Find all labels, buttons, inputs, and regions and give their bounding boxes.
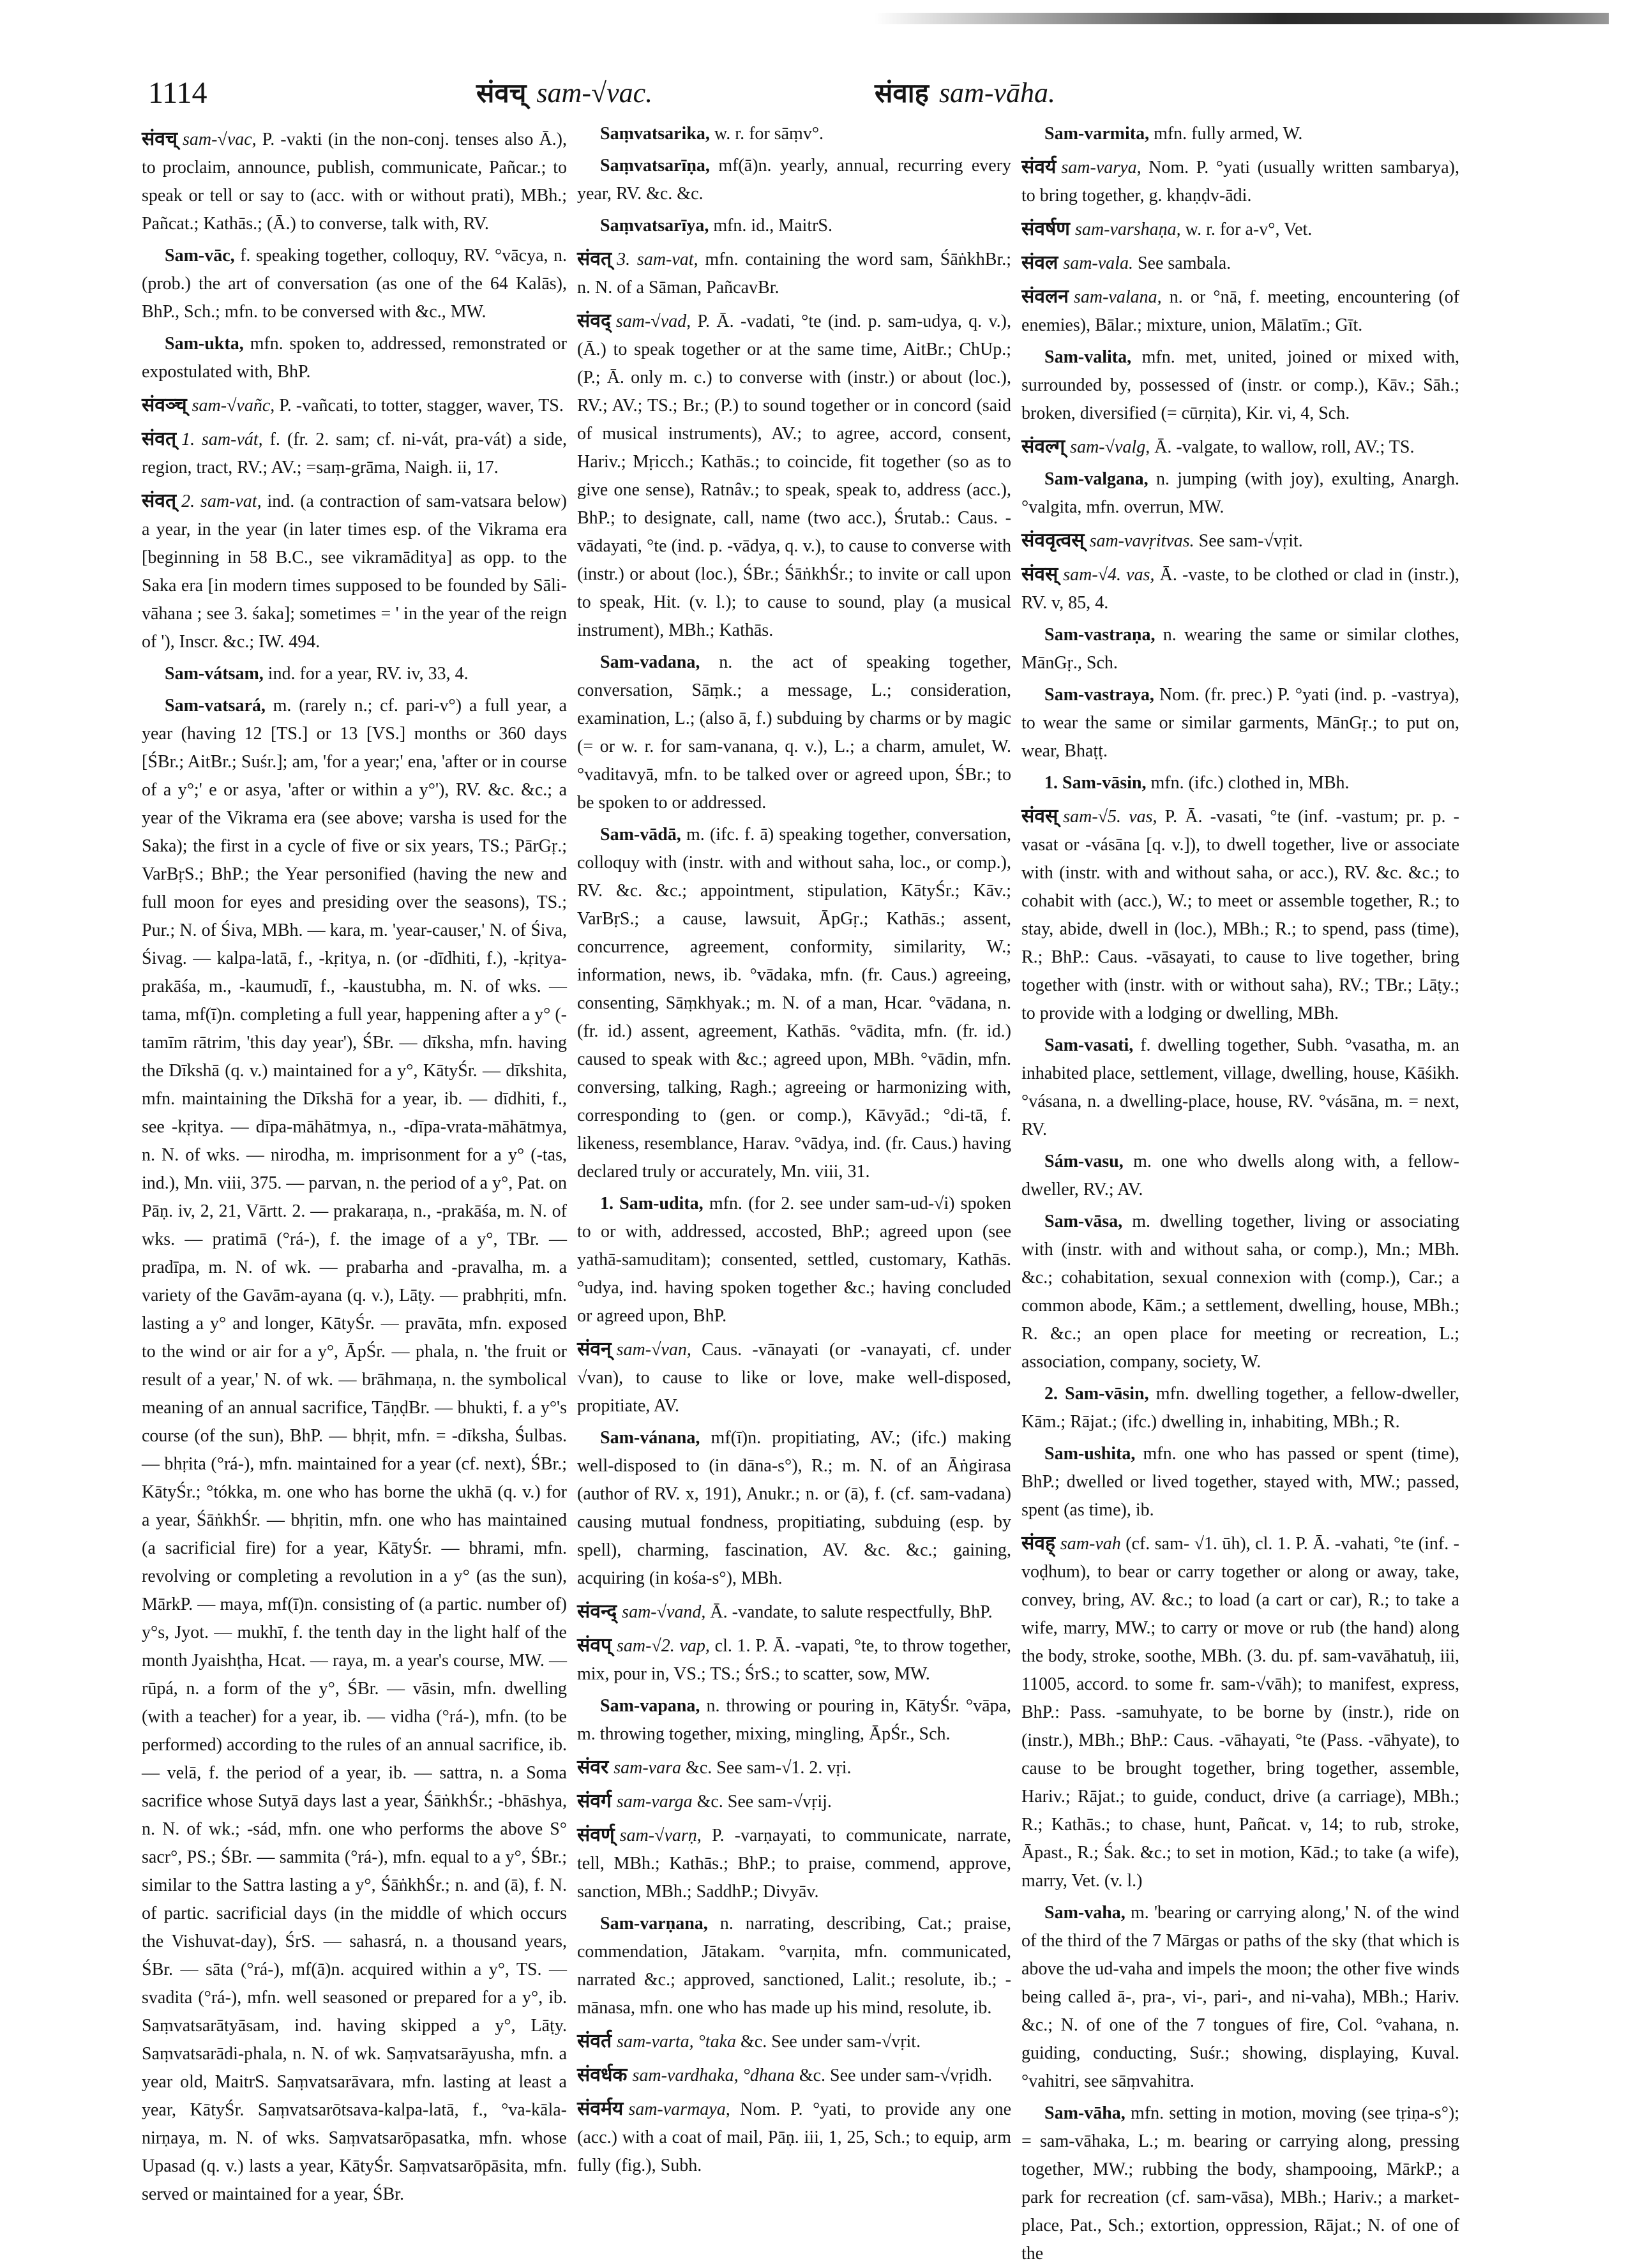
entry-definition: f. speaking together, colloquy, RV. °vācya, n. (prob.) the art of conversation (as one of the 64 Kalās), BhP., Sch.; mfn. to be conversed with &c., MW. [142,246,567,322]
entry-headword-translit: sam-√vad, [615,312,691,331]
entry-definition: mfn. one who has passed or spent (time), BhP.; dwelled or lived together, stayed with, MW.; passed, spent (as time), ib. [1021,1444,1459,1520]
entry-headword-devanagari: संवर्ग [577,1790,612,1812]
entry-definition: See sam-√vṛit. [1194,531,1303,551]
subentry-headword: Sam-varmita, [1044,124,1150,144]
main-entry [577,245,1011,302]
entry-headword-devanagari: संवह् [1021,1532,1055,1554]
entry-headword-translit: sam-varshaṇa, [1075,220,1181,239]
entry-headword-devanagari: संवर्षण [1021,218,1070,240]
entry-definition: mf(ī)n. propitiating, AV.; (ifc.) making well-disposed to (in dāna-s°), R.; m. N. of an Āṅgirasa (author of RV. x, 191), Anukr.; n. or (ā), f. (cf. sam-vadana) causing mutual fondness, propitiating, subduing (esp. by spell), charming, fascination, AV. &c. &c.; gaining, acquiring (in kośa-s°), MBh. [577,1428,1011,1588]
entry-headword-devanagari: संवप् [577,1634,612,1656]
left-running-headword-devanagari: संवच् [476,77,527,109]
entry-headword-translit: sam-√vañc, [192,396,275,416]
right-running-headword [875,74,1055,110]
left-running-headword [476,74,652,110]
entry-definition: n. jumping (with joy), exulting, Anargh. °valgita, mfn. overrun, MW. [1021,469,1459,517]
main-entry [1021,560,1459,617]
entry-headword-translit: sam-varta, °taka [617,2032,737,2052]
subentry-headword: Sam-ushita, [1044,1444,1136,1464]
main-entry [142,391,567,420]
main-entry [1021,1529,1459,1895]
sub-entry [1021,2099,1459,2268]
entry-headword-translit: 3. sam-vat, [617,250,698,269]
entry-headword-translit: sam-vala. [1063,253,1133,273]
main-entry [577,2061,1011,2090]
subentry-headword: Sam-vastraṇa, [1044,625,1156,645]
subentry-headword: Saṃvatsarika, [600,124,710,144]
sub-entry [1021,465,1459,522]
entry-headword-translit: sam-√vac, [183,130,257,149]
subentry-headword: Sam-vátsam, [165,664,264,684]
subentry-headword: 1. Sam-vāsin, [1044,773,1147,793]
entry-definition: mfn. fully armed, W. [1149,124,1303,144]
entry-definition: P. -varṇayati, to communicate, narrate, tell, MBh.; Kathās.; BhP.; to praise, commend, approve, sanction, MBh.; SaddhP.; Divyāv. [577,1826,1011,1902]
entry-headword-devanagari: संवर्मय [577,2098,624,2120]
sub-entry [577,1910,1011,2022]
sub-entry [1021,120,1459,148]
entry-definition: mfn. id., MaitrS. [709,216,832,236]
entry-headword-devanagari: संवल्ग् [1021,435,1065,458]
entry-headword-translit: sam-√2. vap, [617,1636,710,1656]
entry-definition: &c. See under sam-√vṛidh. [794,2066,993,2085]
entry-headword-translit: sam-√4. vas, [1063,565,1155,585]
sub-entry [577,1692,1011,1748]
entry-definition: P. -vañcati, to totter, stagger, waver, TS. [275,396,564,416]
subentry-headword: Saṃvatsarīya, [600,216,709,236]
entry-definition: n. narrating, describing, Cat.; praise, commendation, Jātakam. °varṇita, mfn. communicated, narrated &c.; approved, sanctioned, Lalit.; resolute, ib.; -mānasa, mfn. one who has made up his mind, resolute, ib. [577,1914,1011,2018]
entry-headword-devanagari: संवर [577,1756,609,1778]
subentry-headword: Sam-vāha, [1044,2103,1125,2123]
sub-entry [1021,681,1459,765]
subentry-headword: 1. Sam-udita, [600,1194,704,1213]
entry-definition: m. (ifc. f. ā) speaking together, conversation, colloquy with (instr. with and without saha, loc., or comp.), RV. &c. &c.; appointment, stipulation, KātyŚr.; Kāv.; VarBṛS.; a cause, lawsuit, ĀpGṛ.; Kathās.; assent, concurrence, agreement, conformity, similarity, W.; information, news, ib. °vādaka, mfn. (fr. Caus.) agreeing, consenting, Sāṃkhyak.; m. N. of a man, Hcar. °vādana, n. (fr. id.) assent, agreement, Kathās. °vādita, mfn. (fr. id.) caused to speak with &c.; agreed upon, MBh. °vādin, mfn. conversing, talking, Ragh.; agreeing or harmonizing with, corresponding to (gen. or comp.), Kāvyād.; °di-tā, f. likeness, resemblance, Harav. °vādya, ind. (fr. Caus.) having declared truly or accurately, Mn. viii, 31. [577,825,1011,1182]
sub-entry [142,330,567,386]
entry-definition: w. r. for a-v°, Vet. [1180,220,1313,239]
entry-headword-devanagari: संवल [1021,252,1058,274]
entry-headword-translit: sam-vavṛitvas. [1089,531,1194,551]
entry-definition: m. dwelling together, living or associating with (instr. with and without saha, or comp.), Mn.; MBh. &c.; cohabitation, sexual connexion with (comp.), Car.; a common abode, Kām.; a settlement, dwelling, house, MBh.; R. &c.; an open place for meeting or recreation, L.; association, company, society, W. [1021,1212,1459,1372]
entry-definition: cl. 1. P. Ā. -vapati, °te, to throw together, mix, pour in, VS.; TS.; ŚrS.; to scatter, sow, MW. [577,1636,1011,1684]
entry-definition: ind. for a year, RV. iv, 33, 4. [263,664,469,684]
entry-headword-translit: sam-vah [1060,1534,1121,1554]
subentry-headword: Sam-varṇana, [600,1914,708,1934]
entry-definition: n. the act of speaking together, conversation, Sāṃk.; a message, L.; consideration, examination, L.; (also ā, f.) subduing by charms or by magic (= or w. r. for sam-vanana, q. v.), L.; a charm, amulet, W. °vaditavyā, mfn. to be talked over or agreed upon, ŚBr.; to be spoken to or addressed. [577,652,1011,813]
main-entry [577,2027,1011,2056]
main-entry [1021,249,1459,278]
entry-definition: n. throwing or pouring in, KātyŚr. °vāpa, m. throwing together, mixing, mingling, ĀpŚr., Sch. [577,1696,1011,1744]
main-entry [577,1787,1011,1816]
entry-definition: mfn. (ifc.) clothed in, MBh. [1146,773,1350,793]
subentry-headword: Sam-valgana, [1044,469,1148,489]
entry-definition: f. dwelling together, Subh. °vasatha, m. an inhabited place, settlement, village, dwelling, house, Kāśikh. °vásana, n. a dwelling-place, house, RV. °vásāna, m. = next, RV. [1021,1035,1459,1139]
subentry-headword: Sam-vastraya, [1044,685,1154,705]
entry-definition: mfn. dwelling together, a fellow-dweller, Kām.; Rājat.; (ifc.) dwelling in, inhabiting, MBh.; R. [1021,1384,1460,1432]
entry-headword-devanagari: संवत् [142,490,177,512]
main-entry [577,1335,1011,1420]
main-entry [1021,215,1459,244]
sub-entry [577,212,1011,240]
entry-headword-devanagari: संवन् [577,1338,612,1360]
sub-entry [1021,1148,1459,1204]
sub-entry [1021,1380,1459,1436]
entry-definition: n. or °nā, f. meeting, encountering (of enemies), Bālar.; mixture, union, Mālatīm.; Gīt. [1021,287,1459,335]
entry-headword-devanagari: संवर्य [1021,156,1057,178]
entry-headword-translit: 1. sam-vát, [181,430,263,449]
main-entry [577,1598,1011,1626]
entry-headword-translit: sam-vara [614,1758,681,1778]
entry-headword-translit: sam-√5. vas, [1063,807,1157,827]
entry-headword-translit: sam-√varṇ, [619,1826,702,1845]
subentry-headword: Saṃvatsarīṇa, [600,156,710,176]
entry-headword-translit: sam-vardhaka, °dhana [632,2066,795,2085]
entry-headword-translit: sam-√vand, [622,1602,706,1622]
sub-entry [1021,343,1459,428]
subentry-headword: Sam-vasati, [1044,1035,1134,1055]
entry-definition: Ā. -vandate, to salute respectfully, BhP. [705,1602,993,1622]
subentry-headword: Sam-vādā, [600,825,681,845]
page-header [0,0,1626,121]
subentry-headword: Sám-vasu, [1044,1152,1124,1171]
entry-headword-devanagari: संववृत्वस् [1021,529,1085,552]
entry-headword-translit: sam-√van, [616,1340,691,1360]
entry-definition: Ā. -vaste, to be clothed or clad in (instr.), RV. v, 85, 4. [1021,565,1459,613]
entry-headword-translit: sam-varmaya, [628,2099,730,2119]
entry-headword-devanagari: संवस् [1021,563,1058,585]
sub-entry [577,120,1011,148]
sub-entry [1021,621,1459,677]
entry-definition: See sambala. [1133,253,1231,273]
entry-headword-translit: 2. sam-vat, [181,492,262,511]
entry-definition: Caus. -vānayati (or -vanayati, cf. under √van), to cause to like or love, make well-disposed, propitiate, AV. [577,1340,1011,1416]
sub-entry [1021,1440,1459,1524]
main-entry [142,425,567,482]
entry-headword-devanagari: संवत् [577,248,612,270]
entry-headword-devanagari: संवर्ण् [577,1824,615,1846]
entry-definition: mfn. spoken to, addressed, remonstrated or expostulated with, BhP. [142,334,567,382]
main-entry [1021,153,1459,210]
entry-headword-devanagari: संवत् [142,428,177,450]
main-entry [577,1821,1011,1906]
main-entry [577,1754,1011,1782]
sub-entry [1021,769,1459,797]
entry-definition: P. -vakti (in the non-conj. tenses also Ā.), to proclaim, announce, publish, communicate, Pañcar.; to speak or tell or say to (acc. with or without prati), MBh.; Pañcat.; Kathās.; (Ā.) to converse, talk with, RV. [142,130,567,234]
main-entry [577,2095,1011,2180]
entry-definition: f. (fr. 2. sam; cf. ni-vát, pra-vát) a side, region, tract, RV.; AV.; =saṃ-grāma, Naigh. ii, 17. [142,430,567,477]
entry-definition: Nom. P. °yati, to provide any one (acc.) with a coat of mail, Pāṇ. iii, 1, 25, Sch.; to equip, arm fully (fig.), Subh. [577,2099,1011,2175]
dictionary-column-3 [1021,120,1460,2264]
entry-definition: mfn. (for 2. see under sam-ud-√i) spoken to or with, addressed, accosted, BhP.; agreed upon (see yathā-samuditam); consented, settled, customary, Kathās. °udya, ind. having spoken together &c.; having concluded or agreed upon, BhP. [577,1194,1011,1326]
entry-definition: m. 'bearing or carrying along,' N. of the wind of the third of the 7 Mārgas or paths of the sky (that which is above the ud-vaha and impels the moon; the other five winds being called ā-, pra-, vi-, pari-, and ni-vaha), MBh.; Hariv. &c.; N. of one of the 7 tongues of fire, Col. °vahana, n. guiding, conducting, Suśr.; showing, displaying, Kuval. °vahitri, see sāṃvahitra. [1021,1903,1459,2091]
entry-headword-translit: sam-√valg, [1070,437,1150,457]
entry-definition: &c. See sam-√vṛij. [692,1792,832,1812]
sub-entry [1021,1032,1459,1144]
dictionary-column-1 [142,120,567,2204]
entry-definition: mfn. setting in motion, moving (see tṛiṇa-s°); = sam-vāhaka, L.; m. bearing or carrying along, pressing together, MW.; rubbing the body, shampooing, MārkP.; a park for recreation (cf. sam-vāsa), MBh.; Hariv.; a market-place, Pat., Sch.; extortion, oppression, Rājat.; N. of one of the [1021,2103,1459,2264]
entry-headword-devanagari: संवन्द् [577,1600,617,1623]
subentry-headword: Sam-ukta, [165,334,244,354]
sub-entry [577,649,1011,817]
entry-definition: P. Ā. -vasati, °te (inf. -vastum; pr. p. -vasat or -vásāna [q. v.]), to dwell together, live or associate with (instr. with and without saha, or acc.), RV. &c. &c.; to cohabit with (acc.), W.; to meet or assemble together, R.; to stay, abide, dwell in (loc.), MBh.; R.; to spend, pass (time), R.; BhP.: Caus. -vāsayati, to cause to live together, bring together with (instr. with or without saha), RV.; TBr.; Lāṭy.; to provide with a lodging or dwelling, MBh. [1021,807,1460,1023]
main-entry [142,487,567,656]
subentry-headword: Sam-vánana, [600,1428,700,1448]
entry-definition: mf(ā)n. yearly, annual, recurring every year, RV. &c. &c. [577,156,1011,204]
right-running-headword-devanagari: संवाह [875,77,929,109]
main-entry [1021,283,1459,340]
entry-definition: P. Ā. -vadati, °te (ind. p. sam-udya, q. v.), (Ā.) to speak together or at the same time, AitBr.; ChUp.; (P.; Ā. only m. c.) to converse with (instr.) or about (loc.), RV.; AV.; TS.; Br.; (P.) to sound together or in concord (said of musical instruments), AV.; to agree, accord, consent, Hariv.; Mṛicch.; Kathās.; to coincide, fit together (so as to give one sense), Ratnâv.; to speak, speak to, address (acc.), BhP.; to designate, call, name (two acc.), Śrutab.: Caus. -vādayati, °te (ind. p. -vādya, q. v.), to cause to converse with (instr.) or about (loc.), ŚBr.; ŚāṅkhŚr.; to invite or call upon to speak, Hit. (v. l.); to cause to sound, play (a musical instrument), MBh.; Kathās. [577,312,1011,640]
main-entry [1021,527,1459,555]
entry-definition: &c. See under sam-√vṛit. [736,2032,921,2052]
main-entry [577,1632,1011,1688]
subentry-headword: 2. Sam-vāsin, [1044,1384,1149,1404]
sub-entry [142,660,567,688]
entry-headword-devanagari: संवञ्च् [142,394,187,416]
main-entry [1021,433,1459,462]
entry-definition: Ā. -valgate, to wallow, roll, AV.; TS. [1150,437,1415,457]
subentry-headword: Sam-vaha, [1044,1903,1125,1923]
entry-headword-devanagari: संवर्त [577,2030,612,2052]
entry-definition: (cf. sam- √1. ūh), cl. 1. P. Ā. -vahati, °te (inf. -voḍhum), to bear or carry together or along or away, take, convey, bring, AV. &c.; to load (a cart or car), R.; to take a wife, marry, MW.; to carry or move or rub (the hand) along the body, stroke, soothe, MBh. (3. du. pf. sam-vavāhatuḥ, iii, 11005, accord. to some fr. sam-√vāh); to manifest, express, BhP.: Pass. -samuhyate, to be borne by (instr.), ride on (instr.), MBh.; BhP.: Caus. -vāhayati, °te (Pass. -vāhyate), to cause to be brought together, bring together, assemble, Hariv.; Rājat.; to guide, conduct, drive (a carriage), MBh.; R.; Kathās.; to chase, hunt, Pañcat. v, 14; to rub, stroke, Āpast., R.; Śak. &c.; to set in motion, Kād.; to take (a wife), marry, Vet. (v. l.) [1021,1534,1459,1891]
subentry-headword: Sam-vadana, [600,652,700,672]
entry-headword-devanagari: संवस् [1021,805,1058,827]
entry-headword-devanagari: संवद् [577,310,611,332]
entry-headword-devanagari: संवर्धक [577,2064,628,2086]
entry-definition: ind. (a contraction of sam-vatsara below) a year, in the year (in later times esp. of the Vikrama era [beginning in 58 B.C., see vikramāditya] as opp. to the Saka era [in modern times supposed to be founded by Sāli-vāhana ; see 3. śaka]; sometimes = ' in the year of the reign of '), Inscr. &c.; IW. 494. [142,492,567,652]
sub-entry [1021,1899,1459,2096]
entry-definition: m. (rarely n.; cf. pari-v°) a full year, a year (having 12 [TS.] or 13 [VS.] months or 360 days [ŚBr.; AitBr.; Suśr.]; am, 'for a year;' ena, 'after or in course of a y°;' e or asya, 'after or within a y°'), RV. &c. &c.; a year of the Vikrama era (see above; varsha is used for the Saka); the first in a cycle of five or six years, TS.; PārGṛ.; VarBṛS.; BhP.; the Year personified (having the new and full moon for eyes and presiding over the seasons), TS.; Pur.; N. of Śiva, MBh. — kara, m. 'year-causer,' N. of Śiva, Śivag. — kalpa-latā, f., -kṛitya, n. (or -dīdhiti, f.), -kṛitya-prakāśa, m., -kaumudī, f., -kaustubha, m. N. of wks. — tama, mf(ī)n. completing a full year, happening after a y° (-tamīm rātrim, 'this day year'), ŚBr. — dīksha, mfn. having the Dīkshā (q. v.) maintained for a y°, KātyŚr. — dīkshita, mfn. maintaining the Dīkshā for a year, ib. — dīdhiti, f., see -kṛitya. — dīpa-māhātmya, n., -dīpa-vrata-māhātmya, n. N. of wks. — nirodha, m. imprisonment for a y° (-tas, ind.), Mn. viii, 375. — parvan, n. the period of a y°, Pat. on Pāṇ. iv, 2, 21, Vārtt. 2. — prakaraṇa, n., -prakāśa, m. N. of wks. — pratimā (°rá-), f. the image of a y°, TBr. — pradīpa, m. N. of wk. — prabarha and -pravalha, m. a variety of the Gavām-ayana (q. v.), Lāṭy. — prabhṛiti, mfn. lasting a y° and longer, KātyŚr. — pravāta, mfn. exposed to the wind or air for a y°, ĀpŚr. — phala, n. 'the fruit or result of a year,' N. of wk. — brāhmaṇa, n. the symbolical meaning of an annual sacrifice, TāṇḍBr. — bhukti, f. a y°'s course (of the sun), BhP. — bhṛit, mfn. = -dīksha, Śulbas. — bhṛita (°rá-), mfn. maintained for a year (cf. next), ŚBr.; KātyŚr.; °tókka, m. one who has borne the ukhā (q. v.) for a year, ŚāṅkhŚr. — bhṛitin, mfn. one who has maintained (a sacrificial fire) for a year, KātyŚr. — bhrami, mfn. revolving or completing a revolution in a y° (as the sun), MārkP. — maya, mf(ī)n. consisting of (a partic. number of) y°s, Jyot. — mukhī, f. the tenth day in the light half of the month Jyaishṭha, Hcat. — raya, m. a year's course, MW. — rūpá, n. a form of the y°, ŚBr. — vāsin, mfn. dwelling (with a teacher) for a year, ib. — vidha (°rá-), mfn. (to be performed) according to the rules of an annual sacrifice, ib. — velā, f. the period of a year, ib. — sattra, n. a Soma sacrifice whose Sutyā days last a year, ŚāṅkhŚr.; -bhāshya, n. N. of wk.; -sád, mfn. one who performs the above S° sacr°, PS.; ŚBr. — sammita (°rá-), mfn. equal to a y°, ŚBr.; similar to the Sattra lasting a y°, ŚāṅkhŚr.; n. and (ā), f. N. of partic. sacrificial days (in the middle of which occurs the Vishuvat-day), ŚrS. — sahasrá, n. a thousand years, ŚBr. — sāta (°rá-), mf(ā)n. acquired within a y°, TS. — svadita (°rá-), mfn. well seasoned or prepared for a y°, ib. Saṃvatsarātyāsam, ind. having skipped a y°, Lāṭy. Saṃvatsarādi-phala, n. N. of wk. Saṃvatsarāyusha, mfn. a year old, MaitrS. Saṃvatsarāvara, mfn. lasting at least a year, KātyŚr. Saṃvatsarōtsava-kalpa-latā, f., °va-kāla-nirṇaya, m. N. of wks. Saṃvatsarōpasatka, mfn. whose Upasad (q. v.) lasts a year, KātyŚr. Saṃvatsarōpāsita, mfn. served or maintained for a year, ŚBr. [142,696,567,2204]
sub-entry [577,1190,1011,1330]
page-number: 1114 [148,76,207,110]
sub-entry [577,1424,1011,1593]
sub-entry [577,821,1011,1186]
subentry-headword: Sam-vāc, [165,246,235,266]
sub-entry [1021,1208,1459,1376]
subentry-headword: Sam-vāsa, [1044,1212,1123,1231]
subentry-headword: Sam-vapana, [600,1696,700,1716]
dictionary-column-2 [577,120,1011,2175]
entry-definition: mfn. containing the word sam, ŚāṅkhBr.; n. N. of a Sāman, PañcavBr. [577,250,1011,297]
sub-entry [142,242,567,326]
entry-definition: n. wearing the same or similar clothes, MānGṛ., Sch. [1021,625,1459,673]
entry-headword-devanagari: संवच् [142,128,178,150]
entry-definition: m. one who dwells along with, a fellow-dweller, RV.; AV. [1021,1152,1459,1199]
entry-definition: Nom. (fr. prec.) P. °yati (ind. p. -vastrya), to wear the same or similar garments, MānGṛ.; to put on, wear, Bhaṭṭ. [1021,685,1459,761]
sub-entry [142,692,567,2209]
entry-headword-translit: sam-varga [616,1792,693,1812]
entry-headword-devanagari: संवलन [1021,285,1069,308]
subentry-headword: Sam-valita, [1044,347,1132,367]
subentry-headword: Sam-vatsará, [165,696,266,716]
entry-definition: mfn. met, united, joined or mixed with, surrounded by, possessed of (instr. or comp.), Kāv.; Sāh.; broken, diversified (= cūrṇita), Kir. vi, 4, Sch. [1021,347,1459,423]
entry-definition: Nom. P. °yati (usually written sambarya), to bring together, g. khaṇḍv-ādi. [1021,158,1459,206]
main-entry [142,125,567,238]
entry-headword-translit: sam-valana, [1073,287,1162,307]
left-running-headword-translit: sam-√vac. [536,77,653,109]
main-entry [1021,802,1459,1028]
entry-definition: w. r. for sāṃv°. [709,124,824,144]
sub-entry [577,152,1011,208]
right-running-headword-translit: sam-vāha. [938,77,1056,109]
main-entry [577,307,1011,645]
entry-definition: &c. See sam-√1. 2. vṛi. [681,1758,852,1778]
entry-headword-translit: sam-varya, [1061,158,1141,177]
